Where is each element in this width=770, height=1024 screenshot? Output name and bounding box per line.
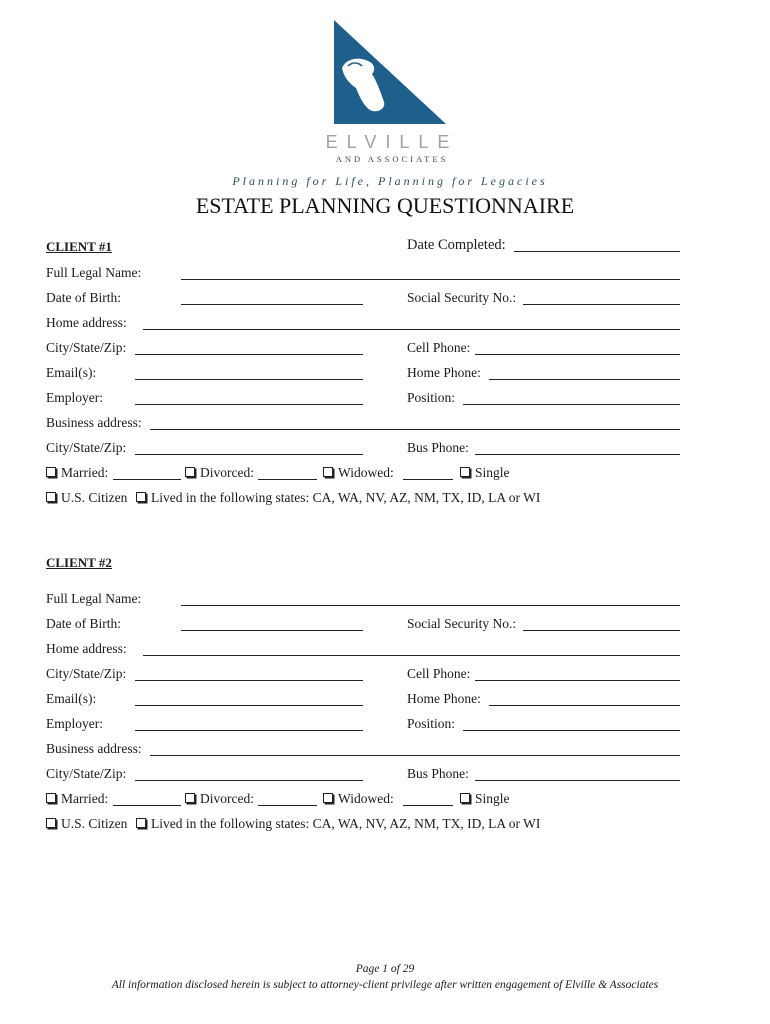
c2-single-option[interactable] — [460, 791, 510, 807]
checkbox-icon[interactable] — [46, 793, 56, 803]
c1-position-field[interactable] — [463, 404, 680, 405]
c1-bus-phone-field[interactable] — [475, 454, 680, 455]
c2-business-address-label: Business address: — [46, 741, 142, 756]
c1-states-option[interactable] — [136, 490, 540, 506]
client1-heading: CLIENT #1 — [46, 239, 112, 254]
c1-ssn-field[interactable] — [523, 304, 680, 305]
c1-home-address-field[interactable] — [143, 329, 680, 330]
c1-divorced-option[interactable] — [185, 465, 254, 481]
c1-single-label: Single — [475, 465, 510, 480]
horse-head-triangle-icon — [320, 18, 450, 128]
checkbox-icon[interactable] — [136, 492, 146, 502]
c2-employer-field[interactable] — [135, 730, 363, 731]
checkbox-icon[interactable] — [323, 467, 333, 477]
brand-subtitle: AND ASSOCIATES — [335, 154, 449, 164]
c2-widowed-label: Widowed: — [338, 791, 394, 806]
c1-dob-label: Date of Birth: — [46, 290, 121, 305]
c1-dob-field[interactable] — [181, 304, 363, 305]
c2-position-field[interactable] — [463, 730, 680, 731]
c1-email-label: Email(s): — [46, 365, 97, 380]
checkbox-icon[interactable] — [460, 793, 470, 803]
c1-cell-label: Cell Phone: — [407, 340, 471, 355]
c2-full-name-field[interactable] — [181, 605, 680, 606]
c2-city2-label: City/State/Zip: — [46, 766, 127, 781]
c1-citizen-label: U.S. Citizen — [61, 490, 128, 505]
checkbox-icon[interactable] — [460, 467, 470, 477]
checkbox-icon[interactable] — [185, 793, 195, 803]
c1-home-phone-field[interactable] — [489, 379, 680, 380]
c1-ssn-label: Social Security No.: — [407, 290, 517, 305]
c2-cell-label: Cell Phone: — [407, 666, 471, 681]
c1-single-option[interactable] — [460, 465, 510, 481]
c2-married-field[interactable] — [113, 805, 181, 806]
c2-home-address-label: Home address: — [46, 641, 127, 656]
c1-employer-label: Employer: — [46, 390, 103, 405]
c1-home-address-label: Home address: — [46, 315, 127, 330]
c1-widowed-field[interactable] — [403, 479, 453, 480]
c1-married-option[interactable] — [46, 465, 108, 481]
c1-bus-phone-label: Bus Phone: — [407, 440, 469, 455]
c2-city1-field[interactable] — [135, 680, 363, 681]
c2-ssn-label: Social Security No.: — [407, 616, 517, 631]
c1-city1-label: City/State/Zip: — [46, 340, 127, 355]
c2-married-label: Married: — [61, 791, 109, 806]
checkbox-icon[interactable] — [46, 492, 56, 502]
c1-employer-field[interactable] — [135, 404, 363, 405]
c1-business-address-label: Business address: — [46, 415, 142, 430]
tagline: Planning for Life, Planning for Legacies — [232, 174, 548, 188]
c2-home-address-field[interactable] — [143, 655, 680, 656]
c1-married-field[interactable] — [113, 479, 181, 480]
c2-city2-field[interactable] — [135, 780, 363, 781]
c1-city2-field[interactable] — [135, 454, 363, 455]
c2-employer-label: Employer: — [46, 716, 103, 731]
c1-citizen-option[interactable] — [46, 490, 127, 506]
checkbox-icon[interactable] — [46, 818, 56, 828]
c2-full-name-label: Full Legal Name: — [46, 591, 142, 606]
c2-bus-phone-field[interactable] — [475, 780, 680, 781]
c2-widowed-option[interactable] — [323, 791, 394, 807]
c2-email-field[interactable] — [135, 705, 363, 706]
c2-home-phone-field[interactable] — [489, 705, 680, 706]
c2-citizen-option[interactable] — [46, 816, 127, 832]
c1-cell-field[interactable] — [475, 354, 680, 355]
page-title: ESTATE PLANNING QUESTIONNAIRE — [195, 193, 575, 218]
c1-widowed-option[interactable] — [323, 465, 394, 481]
c1-states-label: Lived in the following states: CA, WA, NV, AZ, NM, TX, ID, LA or WI — [151, 490, 541, 505]
c1-email-field[interactable] — [135, 379, 363, 380]
checkbox-icon[interactable] — [185, 467, 195, 477]
c1-business-address-field[interactable] — [150, 429, 680, 430]
page-number: Page 1 of 29 — [355, 963, 415, 975]
checkbox-icon[interactable] — [46, 467, 56, 477]
c2-business-address-field[interactable] — [150, 755, 680, 756]
c1-home-phone-label: Home Phone: — [407, 365, 481, 380]
c1-divorced-label: Divorced: — [200, 465, 254, 480]
c2-ssn-field[interactable] — [523, 630, 680, 631]
date-completed-label: Date Completed: — [407, 237, 506, 253]
c2-states-option[interactable] — [136, 816, 540, 832]
c1-position-label: Position: — [407, 390, 456, 405]
brand-name: ELVILLE — [325, 132, 459, 152]
c2-divorced-label: Divorced: — [200, 791, 254, 806]
c2-position-label: Position: — [407, 716, 456, 731]
c1-city1-field[interactable] — [135, 354, 363, 355]
c2-single-label: Single — [475, 791, 510, 806]
c2-citizen-label: U.S. Citizen — [61, 816, 128, 831]
c1-full-name-label: Full Legal Name: — [46, 265, 142, 280]
c1-city2-label: City/State/Zip: — [46, 440, 127, 455]
checkbox-icon[interactable] — [136, 818, 146, 828]
c2-divorced-field[interactable] — [258, 805, 317, 806]
c1-widowed-label: Widowed: — [338, 465, 394, 480]
c2-bus-phone-label: Bus Phone: — [407, 766, 469, 781]
c2-dob-label: Date of Birth: — [46, 616, 121, 631]
c2-divorced-option[interactable] — [185, 791, 254, 807]
c2-city1-label: City/State/Zip: — [46, 666, 127, 681]
c2-states-label: Lived in the following states: CA, WA, NV, AZ, NM, TX, ID, LA or WI — [151, 816, 541, 831]
client2-heading: CLIENT #2 — [46, 555, 112, 570]
date-completed-field[interactable] — [514, 251, 680, 252]
c1-full-name-field[interactable] — [181, 279, 680, 280]
c1-married-label: Married: — [61, 465, 109, 480]
c2-home-phone-label: Home Phone: — [407, 691, 481, 706]
c1-divorced-field[interactable] — [258, 479, 317, 480]
c2-dob-field[interactable] — [181, 630, 363, 631]
c2-cell-field[interactable] — [475, 680, 680, 681]
c2-email-label: Email(s): — [46, 691, 97, 706]
c2-widowed-field[interactable] — [403, 805, 453, 806]
footer-note: All information disclosed herein is subject to attorney-client privilege after written engagement of Elville & Associates — [111, 979, 659, 991]
c2-married-option[interactable] — [46, 791, 108, 807]
checkbox-icon[interactable] — [323, 793, 333, 803]
